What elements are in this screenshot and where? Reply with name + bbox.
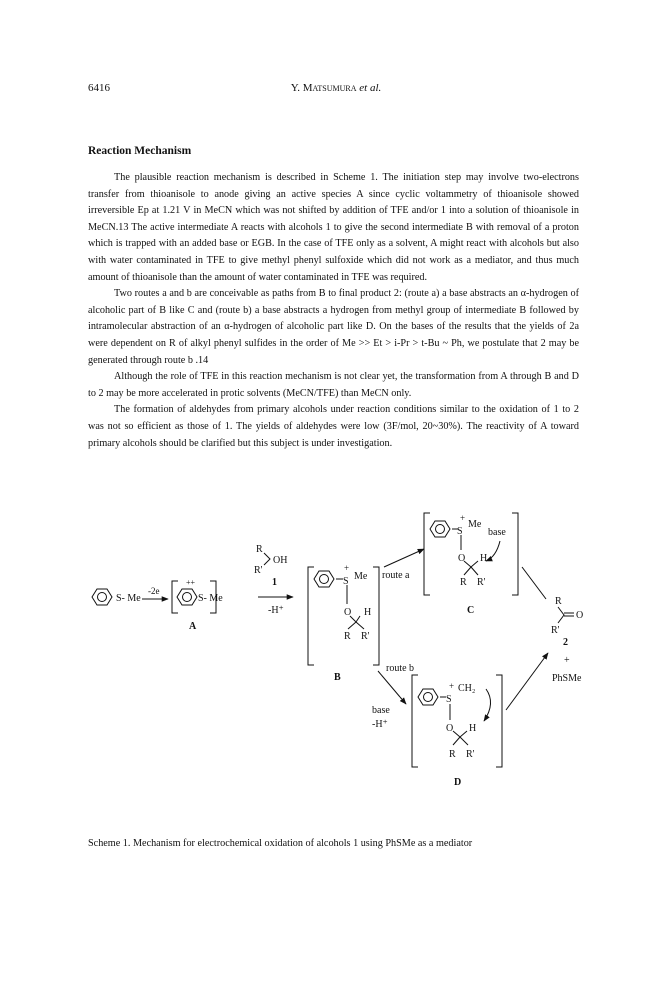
oxidation-reagent: -2e: [148, 586, 160, 596]
C-Rp: R': [477, 577, 486, 588]
B-S: S: [343, 576, 349, 587]
C-R: R: [460, 577, 467, 588]
running-header: [0, 82, 672, 94]
body-text: [88, 170, 579, 452]
product-O: O: [576, 610, 584, 621]
D-plus: +: [449, 681, 455, 691]
alcohol-number: 1: [272, 577, 277, 588]
arrow-C-to-product: [522, 567, 546, 599]
B-c-rp-bond: [356, 622, 364, 629]
D-c-r-bond: [453, 737, 460, 745]
route-b-arrow: [400, 697, 406, 704]
C-S: S: [457, 526, 463, 537]
D-minus-proton: -H⁺: [372, 719, 388, 730]
bracket-D-right: [496, 675, 502, 767]
product-Rp: R': [551, 625, 560, 636]
author-prefix: Y.: [290, 82, 303, 94]
B-Me: Me: [354, 571, 368, 582]
C-H: H: [480, 553, 488, 564]
C-base: base: [488, 527, 506, 538]
B-H: H: [364, 607, 372, 618]
alcohol-R: R: [256, 544, 263, 555]
label-C: C: [467, 605, 475, 616]
arrow-D-to-product: [506, 653, 548, 710]
route-a-arrow: [384, 549, 424, 567]
label-A: A: [189, 621, 197, 632]
C-Me: Me: [468, 519, 482, 530]
author-name: Matsumura: [302, 82, 357, 94]
section-title: Reaction Mechanism: [88, 145, 192, 157]
reaction-scheme: [88, 505, 588, 805]
bracket-D-left: [412, 675, 418, 767]
D-O: O: [446, 723, 454, 734]
route-a-label: route a: [382, 570, 410, 581]
alcohol-Rp: R': [254, 565, 263, 576]
benzene-ring-A: [177, 589, 197, 605]
B-plus: +: [344, 563, 350, 573]
bracket-B-left: [308, 567, 314, 665]
author-suffix: et al.: [359, 82, 382, 94]
bracket-C-right: [512, 513, 518, 595]
B-Rp: R': [361, 631, 370, 642]
minus-proton-1: -H⁺: [268, 605, 284, 616]
benzene-ring-D: [418, 689, 438, 705]
D-R: R: [449, 749, 456, 760]
A-charge: ++: [186, 578, 196, 587]
scheme-svg: [88, 505, 588, 805]
alcohol-OH: OH: [273, 555, 288, 566]
C-c-rp-bond: [471, 567, 478, 575]
C-o-c-bonds: [464, 561, 478, 567]
route-b-line: [378, 671, 400, 697]
C-c-r-bond: [464, 567, 471, 575]
B-R: R: [344, 631, 351, 642]
paragraph-2: Two routes a and b are conceivable as paths from B to final product 2: (route a) a base abstracts an α-hydrogen of alcoholic part of B like C and (route b) a base abstracts a hydrogen from methyl group of intermediate B followed by intramolecular abstraction of an α-hydrogen of alcoholic part like D. On the bases of the results that the yields of 2a were dependent on R of alkyl phenyl sulfides in the order of Me >> Et > i-Pr > t-Bu ~ Ph, we postulate that 2 may be generated through route b .14: [88, 288, 579, 366]
alcohol-bonds: [264, 553, 270, 565]
benzene-ring-C: [430, 521, 450, 537]
D-Rp: R': [466, 749, 475, 760]
product-plus: +: [564, 655, 570, 666]
D-c-rp-bond: [460, 737, 468, 745]
D-CH2: CH₂: [458, 683, 476, 694]
sme-label-start: S- Me: [116, 593, 141, 604]
byproduct-label: PhSMe: [552, 673, 582, 684]
B-O: O: [344, 607, 352, 618]
B-o-c-bonds: [350, 616, 360, 622]
product-number: 2: [563, 637, 568, 648]
paragraph-3: Although the role of TFE in this reaction mechanism is not clear yet, the transformation from A through B and D to 2 may be more accelerated in protic solvents (MeCN/TFE) than MeCN only.: [88, 371, 579, 399]
D-o-c-bonds: [453, 731, 467, 737]
C-plus: +: [460, 513, 466, 523]
benzene-ring-thioanisole: [92, 589, 112, 605]
sme-label-A: S- Me: [198, 593, 223, 604]
label-D: D: [454, 777, 462, 788]
C-curved-arrow: [486, 541, 500, 561]
C-O: O: [458, 553, 466, 564]
product-bonds: [558, 607, 564, 623]
bracket-C-left: [424, 513, 430, 595]
D-base: base: [372, 705, 390, 716]
D-S: S: [446, 694, 452, 705]
paragraph-4: The formation of aldehydes from primary alcohols under reaction conditions similar to the oxidation of 1 to 2 was not so efficient as those of 1. The yields of aldehydes were low (3F/mol, 20~30%). The reactivity of A toward primary alcohols should be clarified but this subject is under investigation.: [88, 404, 579, 449]
route-b-label: route b: [386, 663, 415, 674]
page-number: 6416: [88, 82, 110, 94]
scheme-caption: Scheme 1. Mechanism for electrochemical oxidation of alcohols 1 using PhSMe as a mediator: [88, 838, 473, 849]
label-B: B: [334, 672, 341, 683]
benzene-ring-B: [314, 571, 334, 587]
paragraph-1: The plausible reaction mechanism is described in Scheme 1. The initiation step may involve two-electrons transfer from thioanisole to anode giving an active species A since cyclic voltammetry of thioanisole showed irreversible Ep at 1.21 V in MeCN which was not shifted by addition of TFE and/or 1 into a solution of thioanisole in MeCN.13 The active intermediate A reacts with alcohols 1 to give the second intermediate B with removal of a proton which is trapped with an added base or EGB. In the case of TFE only as a solvent, A might react with alcohols but also with water contaminated in TFE to give methyl phenyl sulfoxide which did not work as a mediator, and thus much amount of thioanisole than the amount of water contaminated in TFE was required.: [88, 172, 579, 283]
D-H: H: [469, 723, 477, 734]
bracket-B-right: [373, 567, 379, 665]
B-c-r-bond: [348, 622, 356, 629]
product-R: R: [555, 596, 562, 607]
D-curved-arrow: [484, 689, 491, 721]
